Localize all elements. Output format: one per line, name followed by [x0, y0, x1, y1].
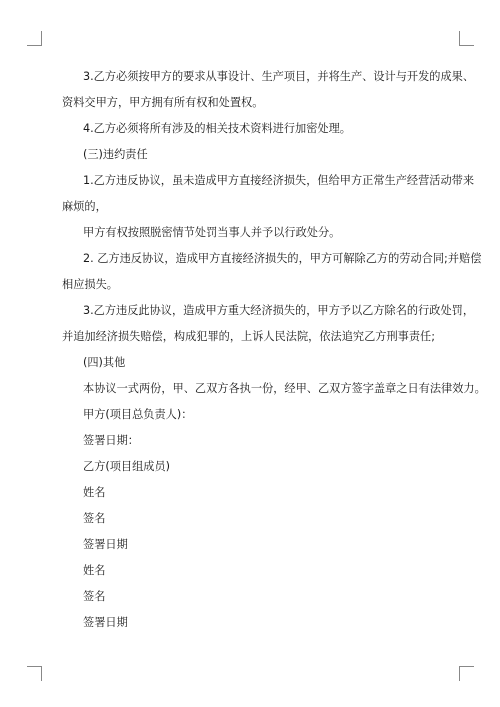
clause-3-line-2: 资料交甲方，甲方拥有所有权和处置权。: [62, 96, 264, 109]
member-1-sign-date: 签署日期: [83, 538, 128, 551]
party-a-label: 甲方(项目总负责人)：: [83, 408, 193, 421]
party-a-sign-date: 签署日期：: [83, 434, 139, 447]
section-heading-other: (四)其他: [83, 356, 126, 369]
breach-2-line-2: 相应损失。: [62, 278, 118, 291]
other-copies-clause: 本协议一式两份，甲、乙双方各执一份，经甲、乙双方签字盖章之日有法律效力。: [83, 382, 486, 395]
crop-mark-top-right: [459, 31, 474, 46]
crop-mark-top-left: [27, 31, 42, 46]
document-body: [62, 64, 486, 636]
breach-1-line-2: 麻烦的，: [62, 200, 107, 213]
member-2-sign-date: 签署日期: [83, 616, 128, 629]
member-1-signature: 签名: [83, 512, 106, 525]
member-2-name: 姓名: [83, 564, 106, 577]
member-1-name: 姓名: [83, 486, 106, 499]
crop-mark-bottom-left: [27, 666, 42, 681]
party-b-label: 乙方(项目组成员): [83, 460, 171, 473]
breach-3-line-2: 并追加经济损失赔偿，构成犯罪的，上诉人民法院，依法追究乙方刑事责任;: [62, 330, 435, 343]
breach-2-line-1: 2. 乙方违反协议，造成甲方直接经济损失的，甲方可解除乙方的劳动合同;并赔偿: [83, 252, 482, 265]
clause-3-line-1: 3.乙方必须按甲方的要求从事设计、生产项目，并将生产、设计与开发的成果、: [83, 70, 475, 83]
clause-4: 4.乙方必须将所有涉及的相关技术资料进行加密处理。: [83, 122, 351, 135]
crop-mark-bottom-right: [459, 666, 474, 681]
breach-3-line-1: 3.乙方违反此协议，造成甲方重大经济损失的，甲方予以乙方除名的行政处罚，: [83, 304, 475, 317]
section-heading-breach: (三)违约责任: [83, 148, 148, 161]
breach-1-penalty: 甲方有权按照脱密情节处罚当事人并予以行政处分。: [83, 226, 341, 239]
member-2-signature: 签名: [83, 590, 106, 603]
breach-1-line-1: 1.乙方违反协议，虽未造成甲方直接经济损失，但给甲方正常生产经营活动带来: [83, 174, 475, 187]
